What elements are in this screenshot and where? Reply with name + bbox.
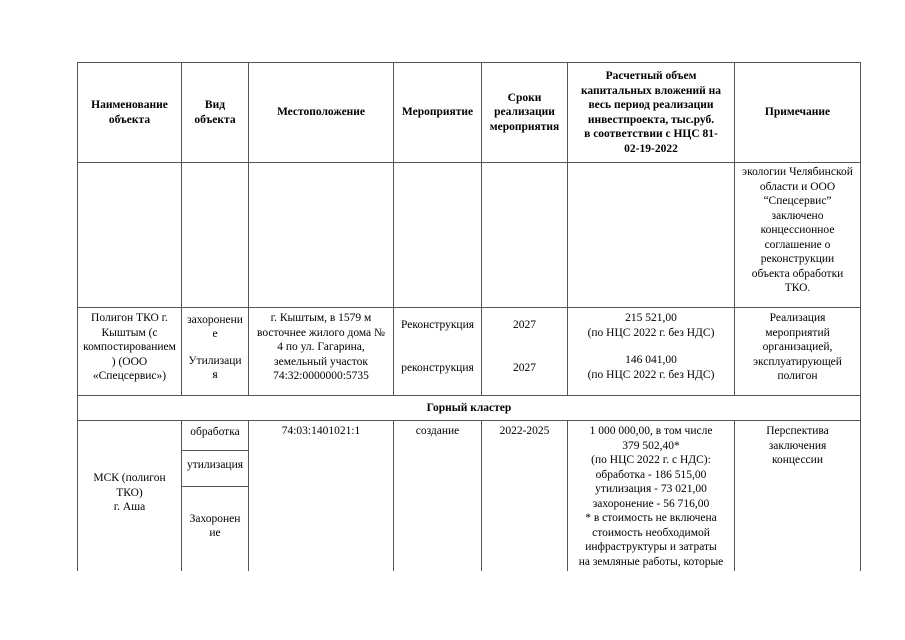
object-name-kyshtym: Полигон ТКО г. Кыштым (с компостированием ) (ООО «Спецсервис») (83, 312, 176, 382)
header-object-type: Вид объекта (194, 99, 236, 126)
event-reconstruction-2: реконструкция (401, 361, 474, 374)
timeline-2: 2027 (513, 361, 536, 374)
event-reconstruction-1: Реконструкция (400, 318, 475, 331)
event-creation: создание (415, 425, 460, 437)
header-event: Мероприятие (401, 106, 474, 119)
header-investment: Расчетный объем капитальных вложений на весь период реализации инвестпроекта, тыс.руб. в соответствии с НЦС 81- 02-19-2022 (580, 70, 722, 155)
investment-2: 146 041,00 (по НЦС 2022 г. без НДС) (587, 354, 715, 381)
object-type-utilization-asha: утилизация (186, 458, 244, 471)
header-object-name: Наименование объекта (91, 99, 168, 126)
object-type-utilization: Утилизаци я (188, 354, 242, 381)
timeline-1: 2027 (513, 318, 536, 331)
object-name-asha: МСК (полигон ТКО) г. Аша (93, 472, 166, 514)
table-border (77, 162, 861, 163)
investment-asha: 1 000 000,00, в том числе 379 502,40* (по НЦС 2022 г. с НДС): обработка - 186 515,00 утилизация - 73 021,00 захоронение - 56 716,00 * в стоимость не включена стоимость необходимой инфраструктуры и затраты на земляные работы, которые (578, 425, 724, 568)
header-location: Местоположение (276, 106, 366, 119)
header-note: Примечание (764, 106, 831, 119)
table-border (77, 307, 861, 308)
section-title: Горный кластер (426, 401, 512, 414)
location-kyshtym: г. Кыштым, в 1579 м восточнее жилого дома № 4 по ул. Гагарина, земельный участок 74:32:0000000:5735 (256, 312, 386, 382)
investment-1: 215 521,00 (по НЦС 2022 г. без НДС) (587, 312, 715, 339)
table-border (181, 486, 248, 487)
timeline-asha: 2022-2025 (499, 425, 550, 437)
object-type-processing: обработка (190, 426, 240, 439)
location-asha: 74:03:1401021:1 (281, 425, 361, 437)
header-timeline: Сроки реализации мероприятия (489, 91, 560, 133)
object-type-burial-asha: Захоронен ие (189, 512, 241, 539)
note-kyshtym: Реализация мероприятий организацией, эксплуатирующей полигон (753, 312, 842, 382)
continued-note-cell: экологии Челябинской области и ООО “Спецсервис” заключено концессионное соглашение о реконструкции объекта обработки ТКО. (742, 166, 853, 294)
table-border (860, 62, 861, 571)
note-asha: Перспектива заключения концессии (766, 425, 829, 466)
object-type-burial: захоронени е (187, 313, 243, 340)
